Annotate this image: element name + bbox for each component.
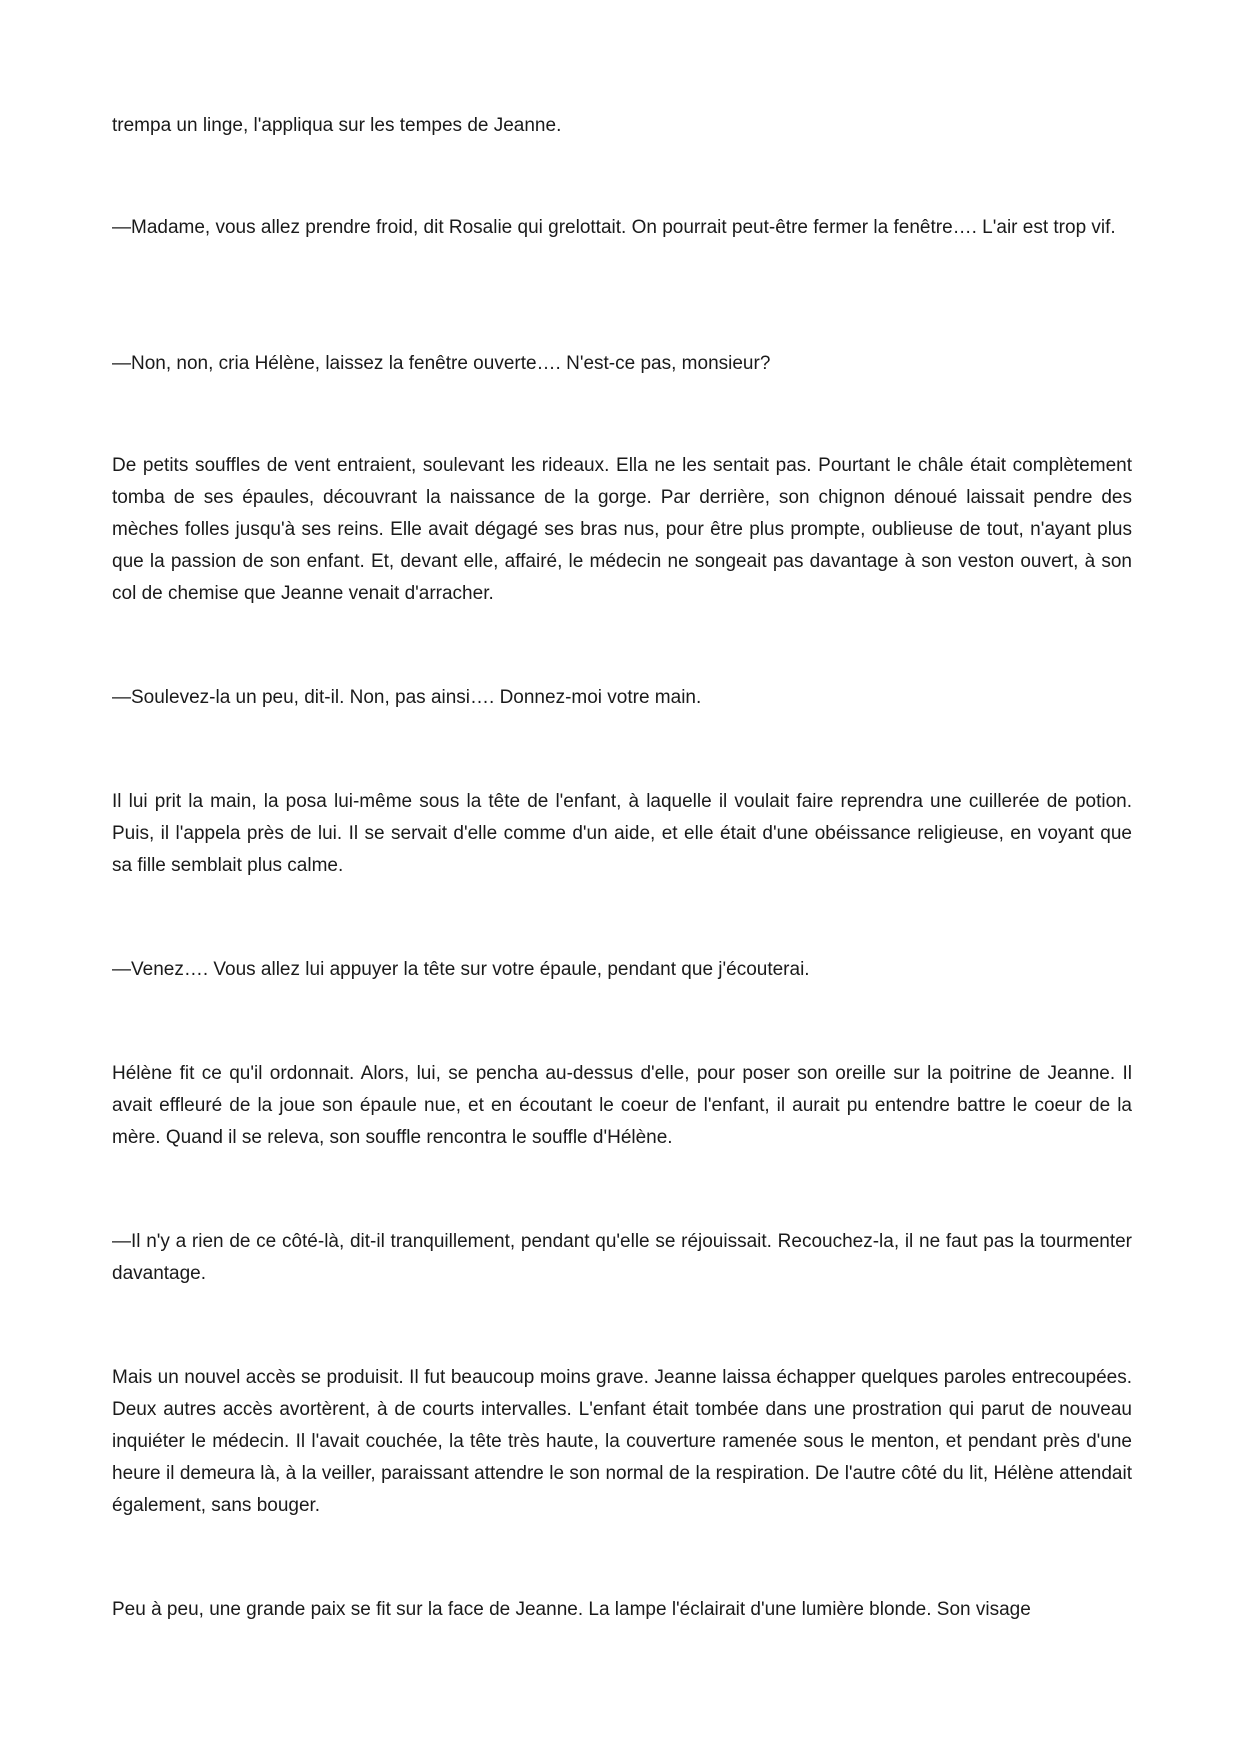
paragraph: trempa un linge, l'appliqua sur les tempes de Jeanne. (112, 115, 562, 136)
paragraph: —Madame, vous allez prendre froid, dit Rosalie qui grelottait. On pourrait peut-être fermer la fenêtre…. L'air est trop vif. (112, 217, 1116, 238)
paragraph: Hélène fit ce qu'il ordonnait. Alors, lui, se pencha au-dessus d'elle, pour poser son oreille sur la poitrine de Jeanne. Il avait effleuré de la joue son épaule nue, et en écoutant le coeur de l'enfant, il aurait pu entendre battre le coeur de la mère. Quand il se releva, son souffle rencontra le souffle d'Hélène. (112, 1063, 1132, 1148)
paragraph: Mais un nouvel accès se produisit. Il fut beaucoup moins grave. Jeanne laissa échapper quelques paroles entrecoupées. Deux autres accès avortèrent, à de courts intervalles. L'enfant était tombée dans une prostration qui parut de nouveau inquiéter le médecin. Il l'avait couchée, la tête très haute, la couverture ramenée sous le menton, et pendant près d'une heure il demeura là, à la veiller, paraissant attendre le son normal de la respiration. De l'autre côté du lit, Hélène attendait également, sans bouger. (112, 1367, 1132, 1516)
paragraph: —Soulevez-la un peu, dit-il. Non, pas ainsi…. Donnez-moi votre main. (112, 687, 702, 708)
paragraph: De petits souffles de vent entraient, soulevant les rideaux. Ella ne les sentait pas. Pourtant le châle était complètement tomba de ses épaules, découvrant la naissance de la gorge. Par derrière, son chignon dénoué laissait pendre des mèches folles jusqu'à ses reins. Elle avait dégagé ses bras nus, pour être plus prompte, oublieuse de tout, n'ayant plus que la passion de son enfant. Et, devant elle, affairé, le médecin ne songeait pas davantage à son veston ouvert, à son col de chemise que Jeanne venait d'arracher. (112, 455, 1132, 604)
paragraph: —Non, non, cria Hélène, laissez la fenêtre ouverte…. N'est-ce pas, monsieur? (112, 353, 771, 374)
paragraph: —Venez…. Vous allez lui appuyer la tête sur votre épaule, pendant que j'écouterai. (112, 959, 810, 980)
paragraph: Peu à peu, une grande paix se fit sur la face de Jeanne. La lampe l'éclairait d'une lumière blonde. Son visage (112, 1599, 1031, 1620)
paragraph: —Il n'y a rien de ce côté-là, dit-il tranquillement, pendant qu'elle se réjouissait. Recouchez-la, il ne faut pas la tourmenter davantage. (112, 1231, 1132, 1284)
paragraph: Il lui prit la main, la posa lui-même sous la tête de l'enfant, à laquelle il voulait faire reprendra une cuillerée de potion. Puis, il l'appela près de lui. Il se servait d'elle comme d'un aide, et elle était d'une obéissance religieuse, en voyant que sa fille semblait plus calme. (112, 791, 1132, 876)
